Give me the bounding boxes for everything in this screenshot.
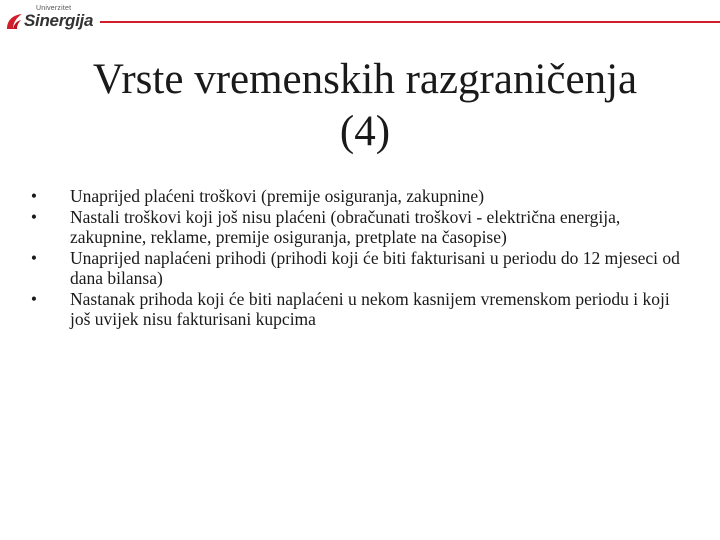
university-logo <box>4 4 96 32</box>
bullet-item <box>28 207 692 248</box>
bullet-text: Nastanak prihoda koji će biti naplaćeni u nekom kasnijem vremenskom periodu i koji još uvijek nisu fakturisani kupcima <box>70 288 670 329</box>
bullet-item <box>28 289 692 330</box>
bullet-item <box>28 186 692 207</box>
logo-name-text: Sinergija <box>24 11 94 30</box>
logo-small-text: Univerzitet <box>36 5 72 12</box>
bullet-dot-icon: • <box>30 247 38 268</box>
bullet-dot-icon: • <box>30 206 38 227</box>
bullet-item <box>28 248 692 289</box>
title-line-2: (4) <box>339 108 391 155</box>
bullet-dot-icon: • <box>30 186 38 206</box>
title-line-1: Vrste vremenskih razgraničenja <box>92 56 638 103</box>
slide-title <box>40 54 690 158</box>
bullet-dot-icon: • <box>30 288 38 309</box>
bullet-list <box>28 186 692 330</box>
logo-mark-icon <box>4 12 24 32</box>
bullet-text: Unaprijed naplaćeni prihodi (prihodi koji će biti fakturisani u periodu do 12 mjeseci od dana bilansa) <box>70 247 680 288</box>
bullet-text: Nastali troškovi koji još nisu plaćeni (obračunati troškovi - električna energija, zakupnine, reklame, premije osiguranja, pretplate na časopise) <box>70 206 621 247</box>
bullet-text: Unaprijed plaćeni troškovi (premije osiguranja, zakupnine) <box>70 186 485 206</box>
header-divider <box>100 21 720 23</box>
